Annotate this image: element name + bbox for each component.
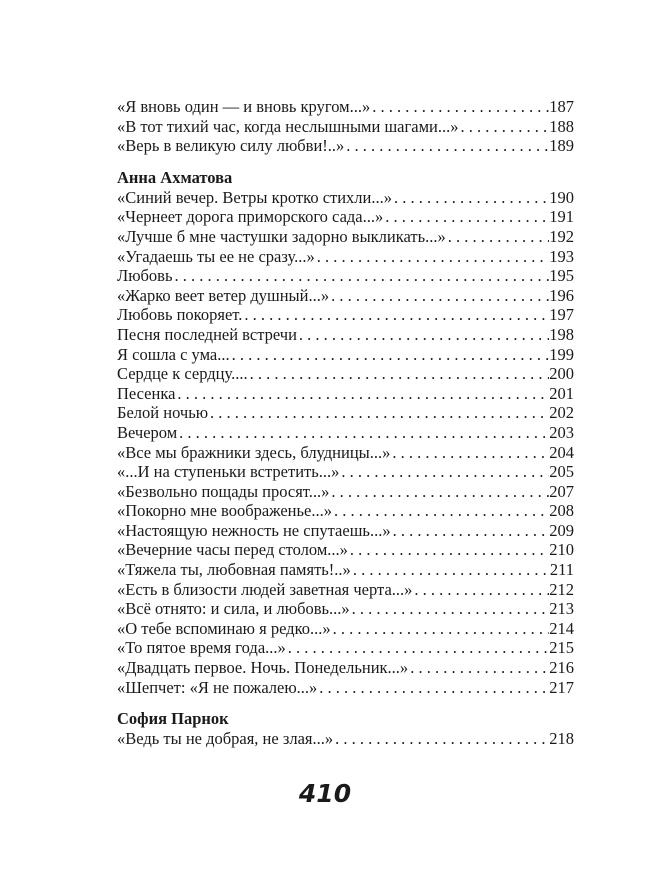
entry-title: «Чернеет дорога приморского сада...»	[117, 207, 384, 227]
entry-title: «Ведь ты не добрая, не злая...»	[117, 729, 334, 749]
section-spacer	[117, 156, 574, 168]
toc-entry	[117, 658, 574, 678]
entry-page: 203	[549, 422, 574, 442]
toc-section	[117, 97, 574, 156]
entry-title: «...И на ступеньки встретить...»	[117, 462, 340, 482]
entry-title: «О тебе вспоминаю я редко...»	[117, 618, 331, 638]
leader-dots	[175, 384, 549, 404]
leader-dots	[248, 364, 550, 384]
entry-page: 211	[549, 560, 574, 580]
entry-title: Белой ночью	[117, 403, 209, 423]
entry-title: «Покорно мне воображенье...»	[117, 501, 332, 521]
toc-entry	[117, 117, 574, 137]
entry-page: 190	[549, 187, 574, 207]
leader-dots	[339, 462, 549, 482]
toc-entry	[117, 619, 574, 639]
entry-page: 205	[549, 462, 574, 482]
toc-section	[117, 168, 574, 697]
entry-page: 195	[549, 266, 574, 286]
entry-page: 209	[549, 520, 574, 540]
toc-entry	[117, 345, 574, 365]
entry-page: 217	[549, 677, 574, 697]
leader-dots	[370, 97, 549, 117]
entry-title: «Есть в близости людей заветная черта...»	[117, 579, 413, 599]
toc-entry	[117, 443, 574, 463]
toc-entry	[117, 501, 574, 521]
toc-entry	[117, 599, 574, 619]
leader-dots	[208, 403, 549, 423]
entry-page: 193	[549, 246, 574, 266]
leader-dots	[408, 658, 549, 678]
leader-dots	[344, 136, 549, 156]
entry-page: 189	[549, 136, 574, 156]
entry-title: «То пятое время года...»	[117, 638, 286, 658]
entry-title: Любовь покоряет.	[117, 305, 243, 325]
toc-entry	[117, 247, 574, 267]
entry-page: 214	[549, 618, 574, 638]
leader-dots	[383, 207, 549, 227]
leader-dots	[332, 501, 549, 521]
entry-page: 213	[549, 599, 574, 619]
leader-dots	[390, 443, 549, 463]
entry-title: «Все мы бражники здесь, блудницы...»	[117, 442, 391, 462]
toc-entry	[117, 580, 574, 600]
toc-entry	[117, 729, 574, 749]
entry-page: 197	[549, 305, 574, 325]
entry-title: «Всё отнято: и сила, и любовь...»	[117, 599, 350, 619]
leader-dots	[350, 599, 550, 619]
toc-entry	[117, 325, 574, 345]
toc-entry	[117, 266, 574, 286]
toc-entry	[117, 97, 574, 117]
toc-entry	[117, 305, 574, 325]
table-of-contents	[117, 97, 574, 749]
toc-entry	[117, 521, 574, 541]
entry-title: Сердце к сердцу....	[117, 364, 248, 384]
leader-dots	[297, 325, 549, 345]
toc-entry	[117, 560, 574, 580]
entry-page: 188	[549, 116, 574, 136]
toc-entry	[117, 423, 574, 443]
entry-title: Песня последней встречи	[117, 324, 297, 344]
entry-page: 215	[549, 638, 574, 658]
entry-page: 208	[549, 501, 574, 521]
entry-title: «Вечерние часы перед столом...»	[117, 540, 348, 560]
leader-dots	[177, 423, 549, 443]
leader-dots	[351, 560, 550, 580]
leader-dots	[329, 286, 549, 306]
entry-title: Песенка	[117, 383, 176, 403]
entry-title: «Верь в великую силу любви!..»	[117, 136, 345, 156]
entry-page: 216	[549, 658, 574, 678]
leader-dots	[317, 678, 549, 698]
leader-dots	[315, 247, 550, 267]
toc-entry	[117, 136, 574, 156]
entry-title: Любовь	[117, 266, 173, 286]
entry-title: «Угадаешь ты ее не сразу...»	[117, 246, 315, 266]
toc-entry	[117, 638, 574, 658]
author-heading: Анна Ахматова	[117, 167, 233, 187]
entry-page: 191	[549, 207, 574, 227]
leader-dots	[230, 345, 550, 365]
leader-dots	[458, 117, 549, 137]
entry-page: 201	[549, 383, 574, 403]
entry-page: 187	[549, 97, 574, 116]
entry-title: «Жарко веет ветер душный...»	[117, 285, 330, 305]
entry-title: «Шепчет: «Я не пожалею...»	[117, 677, 318, 697]
toc-entry	[117, 188, 574, 208]
toc-entry	[117, 384, 574, 404]
leader-dots	[242, 305, 549, 325]
leader-dots	[172, 266, 549, 286]
toc-entry	[117, 364, 574, 384]
toc-entry	[117, 482, 574, 502]
entry-title: Я сошла с ума...	[117, 344, 230, 364]
toc-entry	[117, 227, 574, 247]
entry-title: Вечером	[117, 422, 178, 442]
toc-entry	[117, 403, 574, 423]
entry-title: «Лучше б мне частушки задорно выкликать...»	[117, 226, 446, 246]
leader-dots	[412, 580, 549, 600]
toc-entry	[117, 286, 574, 306]
entry-page: 196	[549, 285, 574, 305]
entry-page: 218	[549, 729, 574, 749]
entry-title: «Безвольно пощады просят...»	[117, 481, 330, 501]
page-number: 410	[298, 779, 352, 808]
entry-title: «Двадцать первое. Ночь. Понедельник...»	[117, 658, 409, 678]
entry-title: «Синий вечер. Ветры кротко стихли...»	[117, 187, 392, 207]
entry-page: 199	[549, 344, 574, 364]
entry-page: 200	[549, 364, 574, 384]
leader-dots	[333, 729, 549, 749]
leader-dots	[446, 227, 549, 247]
leader-dots	[286, 638, 549, 658]
toc-entry	[117, 540, 574, 560]
entry-page: 192	[549, 226, 574, 246]
entry-page: 204	[549, 442, 574, 462]
toc-entry	[117, 678, 574, 698]
entry-title: «В тот тихий час, когда неслышными шагами...»	[117, 116, 459, 136]
entry-page: 212	[549, 579, 574, 599]
section-spacer	[117, 697, 574, 709]
entry-title: «Настоящую нежность не спутаешь...»	[117, 520, 391, 540]
entry-page: 210	[549, 540, 574, 560]
entry-page: 207	[549, 481, 574, 501]
leader-dots	[329, 482, 549, 502]
entry-page: 198	[549, 324, 574, 344]
leader-dots	[392, 188, 549, 208]
leader-dots	[331, 619, 550, 639]
leader-dots	[391, 521, 550, 541]
leader-dots	[348, 540, 549, 560]
toc-entry	[117, 207, 574, 227]
toc-section	[117, 709, 574, 749]
entry-title: «Я вновь один — и вновь кругом...»	[117, 97, 371, 116]
author-heading: София Парнок	[117, 709, 229, 729]
entry-title: «Тяжела ты, любовная память!..»	[117, 560, 351, 580]
toc-entry	[117, 462, 574, 482]
entry-page: 202	[549, 403, 574, 423]
